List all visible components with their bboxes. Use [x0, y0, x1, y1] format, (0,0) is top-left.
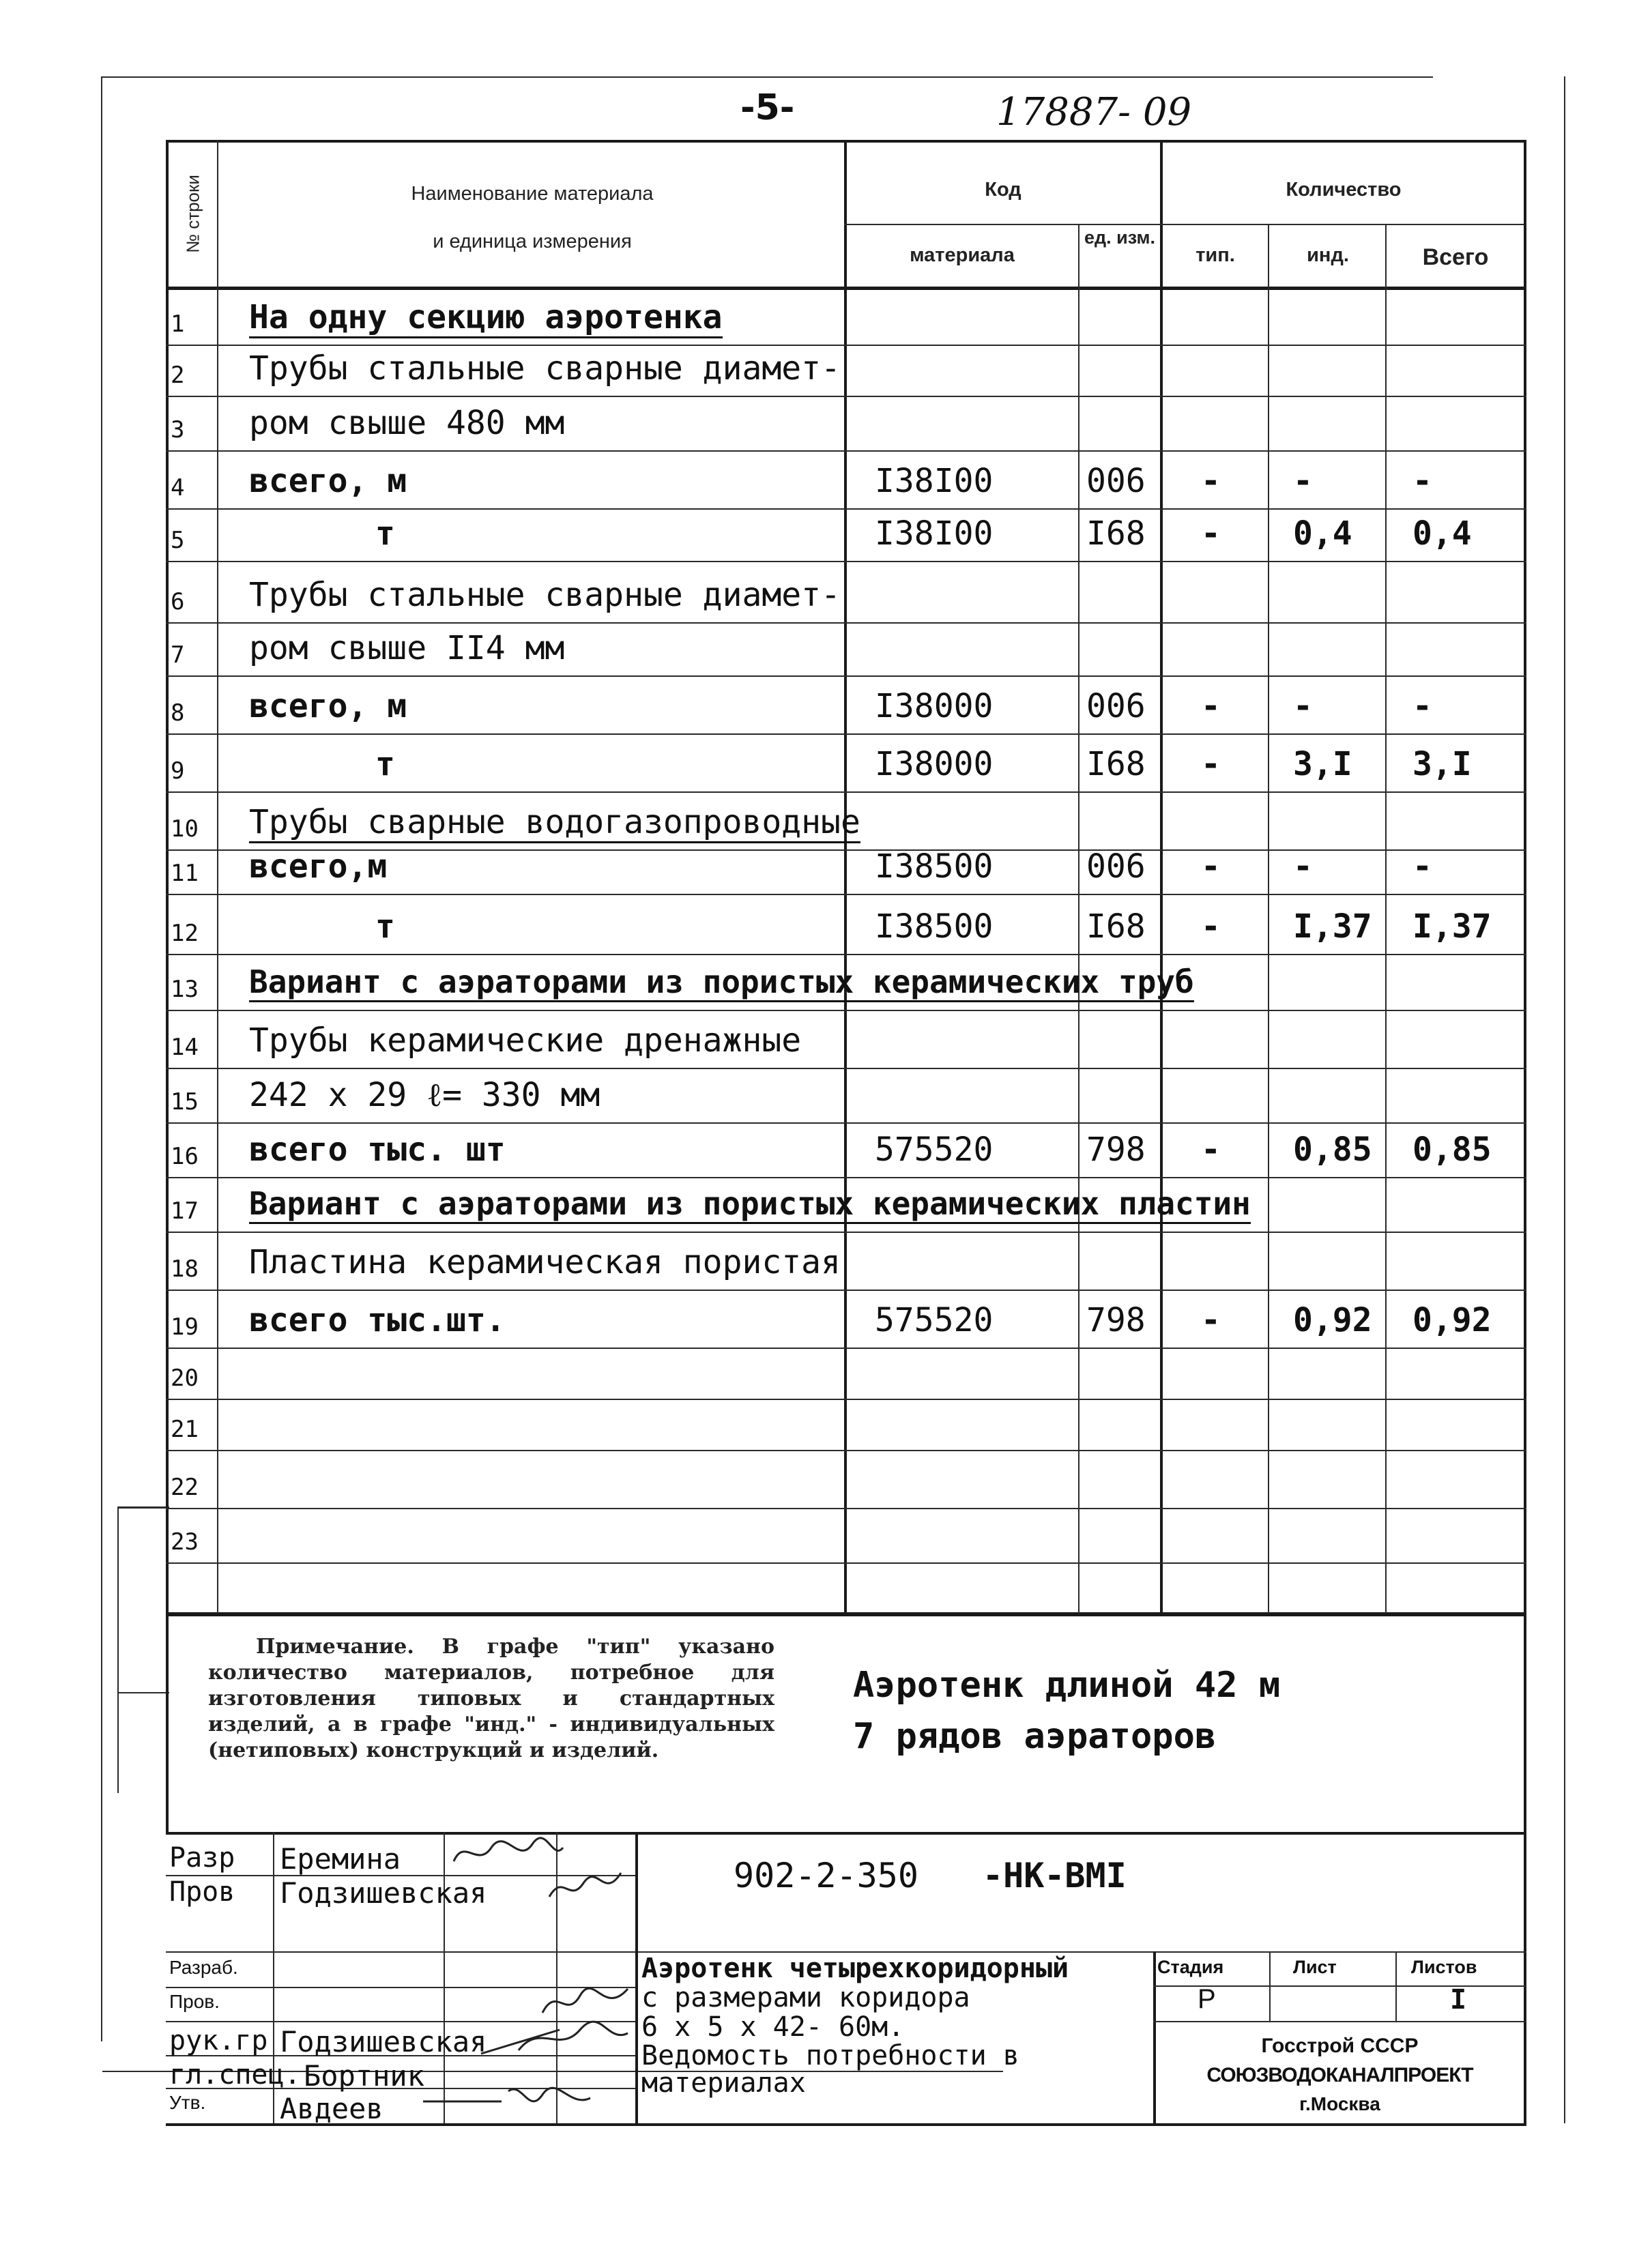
role-label: Утв.	[169, 2092, 206, 2113]
row-number: 19	[171, 1313, 199, 1341]
titleblock-top	[166, 1832, 1526, 1835]
material-code: I38500	[875, 907, 994, 946]
sheet-label: Лист	[1293, 1957, 1337, 1977]
material-name: всего, м	[249, 462, 407, 500]
header-total: Всего	[1422, 244, 1489, 270]
qty-total: -	[1412, 847, 1432, 886]
row-number: 13	[171, 976, 199, 1003]
qty-total: 0,85	[1412, 1131, 1492, 1169]
row-number: 17	[171, 1197, 199, 1225]
row-divider	[166, 1232, 1526, 1233]
col-divider-name	[844, 140, 847, 1614]
qty-typ: -	[1201, 907, 1221, 946]
row-divider	[166, 1068, 1526, 1069]
qty-typ: -	[1201, 847, 1221, 886]
qty-typ: -	[1201, 1301, 1221, 1339]
org-line3: г.Москва	[1299, 2093, 1380, 2114]
row-number: 4	[171, 474, 185, 501]
unit-code: I68	[1086, 907, 1146, 946]
row-divider	[166, 675, 1526, 677]
titleblock-code-suffix: -НК-ВМI	[983, 1856, 1127, 1895]
material-name: Трубы сварные водогазопроводные	[249, 803, 860, 843]
page-number: -5-	[740, 87, 795, 128]
unit-code: 006	[1086, 687, 1146, 725]
row-divider	[166, 1010, 1526, 1011]
header-ind: инд.	[1307, 244, 1349, 266]
material-name: т	[375, 745, 395, 783]
material-name: всего тыс. шт	[249, 1131, 506, 1169]
frame-side-top	[117, 1506, 169, 1509]
frame-side-strip	[117, 1506, 119, 1793]
row-number: 1	[171, 310, 185, 338]
header-typ: тип.	[1195, 244, 1235, 266]
material-name: 242 х 29 ℓ= 330 мм	[249, 1076, 600, 1114]
row-number: 7	[171, 641, 185, 669]
material-name: Пластина керамическая пористая	[249, 1243, 841, 1281]
material-name: Вариант с аэраторами из пористых керамических труб	[249, 963, 1194, 1002]
row-number: 10	[171, 815, 199, 843]
qty-ind: -	[1293, 687, 1313, 725]
qty-ind: 0,92	[1293, 1301, 1372, 1339]
material-name: т	[375, 907, 395, 946]
row-divider	[166, 954, 1526, 955]
qty-ind: I,37	[1293, 907, 1372, 946]
role-label: Пров	[169, 1876, 235, 1908]
qty-typ: -	[1201, 1131, 1221, 1169]
unit-code: 006	[1086, 462, 1146, 500]
row-number: 2	[171, 362, 185, 389]
tb-stage-div2	[1395, 1951, 1397, 2021]
description-line: Ведомость потребности в	[641, 2040, 1019, 2071]
qty-total: 0,4	[1412, 514, 1472, 553]
row-divider	[166, 1348, 1526, 1349]
row-divider	[166, 791, 1526, 793]
material-code: I38000	[875, 745, 994, 783]
signature-2	[546, 1866, 628, 1907]
row-divider	[166, 1290, 1526, 1291]
material-name: всего,м	[249, 847, 388, 886]
role-label: рук.гр	[169, 2025, 268, 2056]
row-number: 8	[171, 699, 185, 727]
header-name-line1: Наименование материала	[411, 183, 654, 205]
qty-ind: 0,85	[1293, 1131, 1372, 1169]
table-right-border	[1524, 140, 1526, 2125]
qty-total: I,37	[1412, 907, 1492, 946]
material-code: I38I00	[875, 514, 994, 553]
unit-code: 006	[1086, 847, 1146, 886]
frame-left	[101, 76, 102, 2041]
row-number: 16	[171, 1143, 199, 1170]
qty-typ: -	[1201, 462, 1221, 500]
material-name: ром свыше 480 мм	[249, 404, 565, 442]
role-person: Бортник	[304, 2059, 425, 2093]
header-unit: ед. изм.	[1084, 227, 1155, 248]
sheets-label: Листов	[1411, 1957, 1477, 1977]
titleblock-code: 902-2-350	[734, 1856, 918, 1895]
row-number: 21	[171, 1416, 199, 1443]
material-name: На одну секцию аэротенка	[249, 298, 723, 338]
material-name: Трубы стальные сварные диамет-	[249, 576, 841, 614]
org-line1: Госстрой СССР	[1261, 2035, 1419, 2057]
row-number: 18	[171, 1255, 199, 1283]
header-subdivider	[844, 224, 1524, 225]
material-name: Вариант с аэраторами из пористых керамических пластин	[249, 1185, 1251, 1224]
description-line: Аэротенк четырехкоридорный	[641, 1953, 1069, 1984]
tb-col-main	[635, 1832, 638, 2123]
col-divider-typ	[1268, 225, 1269, 1614]
col-divider-unit	[1160, 140, 1163, 1614]
stage-label: Стадия	[1157, 1957, 1224, 1977]
row-divider	[166, 396, 1526, 397]
material-code: I38I00	[875, 462, 994, 500]
row-number: 6	[171, 588, 185, 615]
document-code: 17887- 09	[996, 90, 1192, 134]
row-divider	[166, 733, 1526, 735]
header-material: материала	[910, 244, 1015, 266]
tb-stage-div1	[1269, 1951, 1271, 2021]
material-code: 575520	[875, 1301, 994, 1339]
qty-total: -	[1412, 687, 1432, 725]
row-divider	[166, 1122, 1526, 1124]
material-code: 575520	[875, 1131, 994, 1169]
description-line: 6 х 5 х 42- 60м.	[641, 2011, 905, 2043]
row-divider	[166, 345, 1526, 346]
row-divider	[166, 1562, 1526, 1564]
signature-4	[478, 2016, 635, 2057]
row-number: 3	[171, 416, 185, 443]
col-divider-ind	[1385, 225, 1387, 1614]
row-number: 12	[171, 920, 199, 947]
unit-code: I68	[1086, 745, 1146, 783]
row-divider	[166, 1399, 1526, 1400]
material-name: Трубы керамические дренажные	[249, 1021, 802, 1060]
note-title-line2: 7 рядов аэраторов	[853, 1716, 1217, 1757]
row-divider	[166, 1508, 1526, 1509]
row-number: 14	[171, 1034, 199, 1061]
frame-top	[102, 76, 1433, 78]
role-person: Годзишевская	[280, 1876, 487, 1910]
role-person: Авдеев	[280, 2092, 383, 2125]
row-number: 9	[171, 757, 185, 785]
qty-typ: -	[1201, 745, 1221, 783]
qty-typ: -	[1201, 687, 1221, 725]
row-divider	[166, 450, 1526, 452]
stage-value: Р	[1198, 1984, 1216, 2014]
qty-ind: -	[1293, 847, 1313, 886]
org-line2: СОЮЗВОДОКАНАЛПРОЕКТ	[1206, 2064, 1473, 2086]
material-name: т	[375, 514, 395, 553]
qty-total: 3,I	[1412, 745, 1472, 783]
qty-total: 0,92	[1412, 1301, 1492, 1339]
role-person: Годзишевская	[280, 2025, 487, 2058]
description-line: материалах	[641, 2067, 806, 2099]
signature-5	[420, 2078, 597, 2118]
qty-ind: -	[1293, 462, 1313, 500]
col-divider-rownum	[217, 140, 218, 1614]
col-divider-code	[1078, 225, 1079, 1614]
row-number: 5	[171, 527, 185, 554]
role-label: гл.спец.	[169, 2059, 301, 2091]
material-name: ром свыше II4 мм	[249, 629, 565, 667]
header-qty-group: Количество	[1286, 179, 1402, 201]
table-left-border	[166, 140, 169, 1832]
material-code: I38000	[875, 687, 994, 725]
row-divider	[166, 622, 1526, 624]
header-code-group: Код	[985, 179, 1021, 201]
unit-code: 798	[1086, 1131, 1146, 1169]
description-line: с размерами коридора	[641, 1982, 970, 2013]
frame-right	[1564, 76, 1565, 2123]
row-divider	[166, 894, 1526, 895]
row-number: 11	[171, 860, 199, 887]
frame-side-mid	[117, 1692, 169, 1693]
role-label: Разр	[169, 1842, 235, 1874]
row-number: 15	[171, 1088, 199, 1116]
header-row-number: № строки	[182, 175, 203, 253]
material-name: всего, м	[249, 687, 407, 725]
qty-ind: 0,4	[1293, 514, 1352, 553]
qty-ind: 3,I	[1293, 745, 1352, 783]
note-text: Примечание. В графе "тип" указано количество материалов, потребное для изготовления типовых и стандартных изделий, а в графе "инд." - индивидуальных (нетиповых) конструкций и изделий.	[208, 1635, 774, 1762]
row-divider	[166, 1177, 1526, 1178]
material-code: I38500	[875, 847, 994, 886]
material-name: всего тыс.шт.	[249, 1301, 506, 1339]
row-divider	[166, 1450, 1526, 1451]
qty-total: -	[1412, 462, 1432, 500]
row-number: 22	[171, 1474, 199, 1501]
qty-typ: -	[1201, 514, 1221, 553]
row-divider	[166, 561, 1526, 562]
row-number: 23	[171, 1528, 199, 1556]
role-person: Еремина	[280, 1842, 401, 1876]
unit-code: I68	[1086, 514, 1146, 553]
role-label: Разраб.	[169, 1957, 238, 1978]
note-title-line1: Аэротенк длиной 42 м	[853, 1665, 1281, 1706]
header-name-line2: и единица измерения	[433, 231, 632, 252]
row-divider	[166, 508, 1526, 510]
row-number: 20	[171, 1365, 199, 1392]
tb-stage-row2	[1153, 2021, 1526, 2022]
material-name: Трубы стальные сварные диамет-	[249, 349, 841, 388]
unit-code: 798	[1086, 1301, 1146, 1339]
sheets-value: I	[1450, 1984, 1467, 2015]
role-label: Пров.	[169, 1991, 220, 2012]
